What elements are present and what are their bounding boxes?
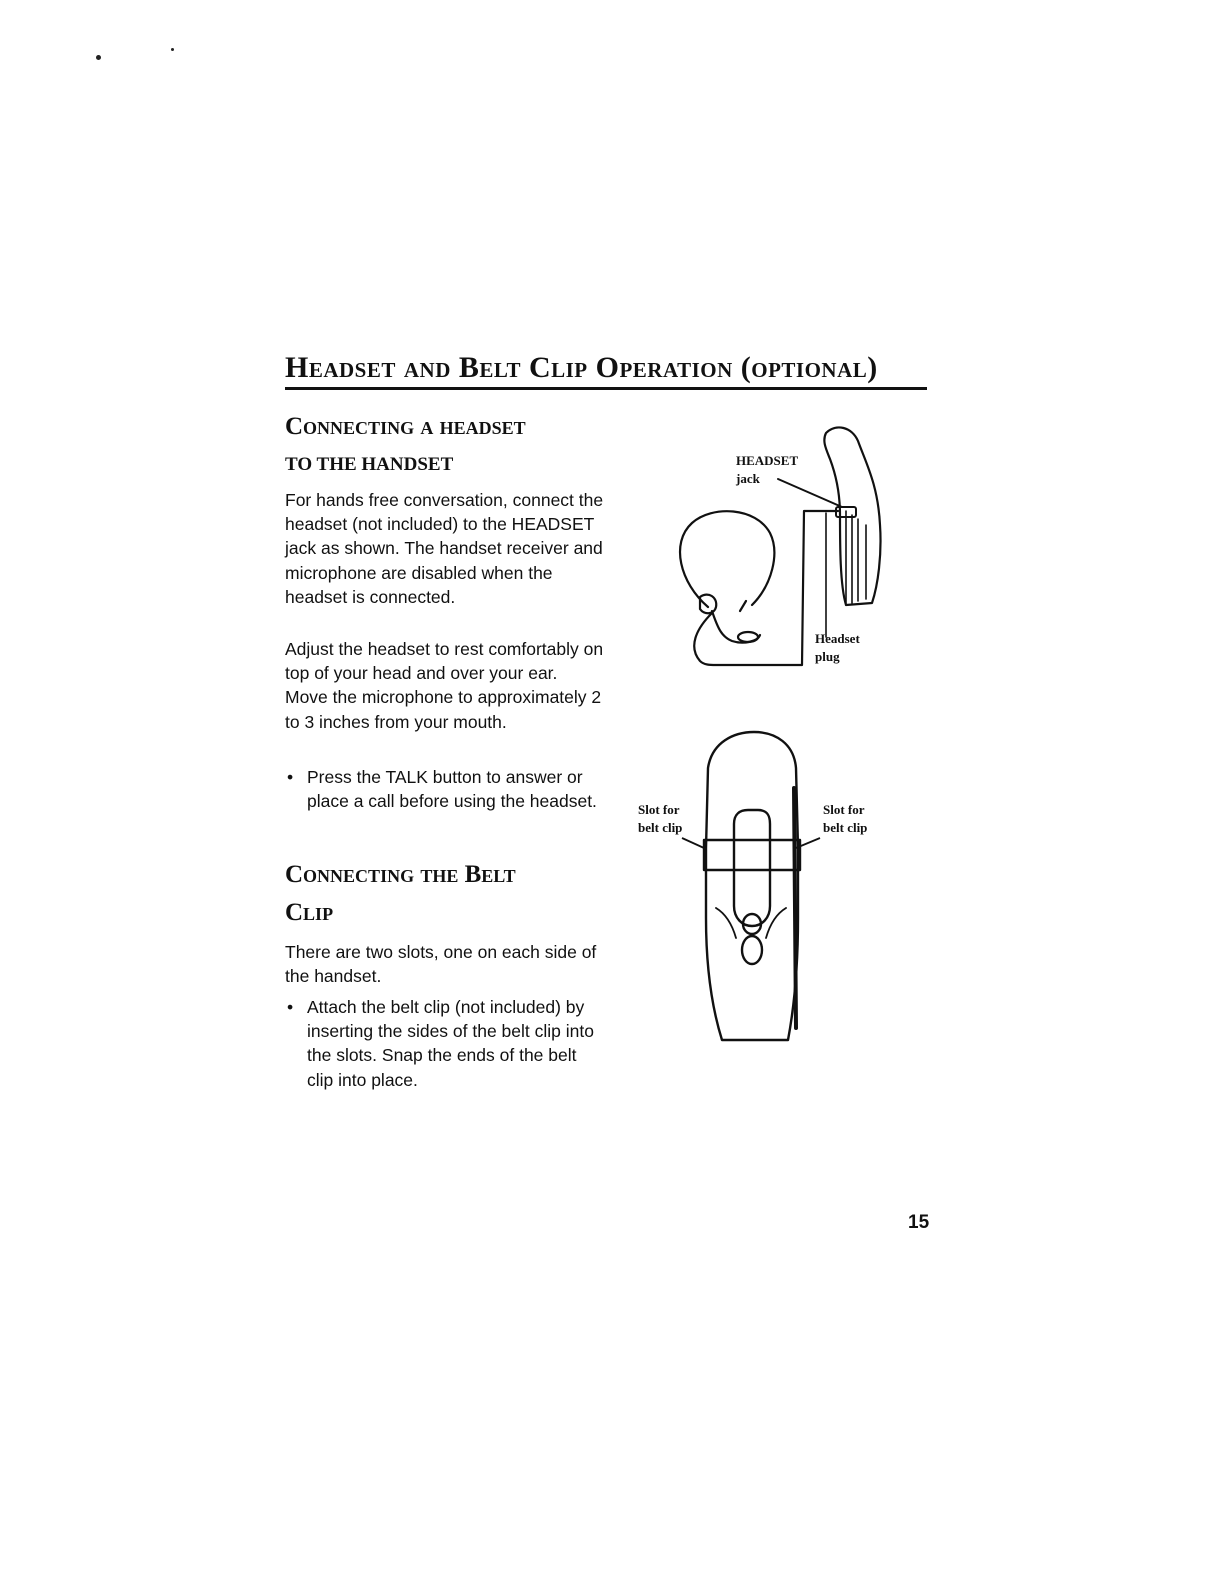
page-title: Headset and Belt Clip Operation (optional) <box>285 351 878 384</box>
bullet-text: Attach the belt clip (not included) by inserting the sides of the belt clip into the slots. Snap the ends of the belt clip into place. <box>307 997 594 1090</box>
label-slot-right-line2: belt clip <box>823 820 868 835</box>
label-headset-jack-line1: HEADSET <box>736 453 799 468</box>
bullet-dot: • <box>287 767 294 787</box>
label-slot-left-line1: Slot for <box>638 802 680 817</box>
paragraph-two-slots: There are two slots, one on each side of the handset. <box>285 942 597 987</box>
headband <box>680 511 774 607</box>
bullet-dot: • <box>287 997 294 1017</box>
handset-outline <box>706 732 798 1040</box>
microphone-boom <box>712 611 760 643</box>
section-heading-belt-clip-line2: Clip <box>285 899 334 926</box>
belt-clip-center <box>734 810 770 926</box>
label-headset-jack-line2: jack <box>736 471 760 486</box>
label-slot-left-line2: belt clip <box>638 820 683 835</box>
scan-speck <box>96 55 101 60</box>
label-headset-plug-line1: Headset <box>815 631 860 646</box>
ear-pad <box>700 595 716 614</box>
page-number: 15 <box>908 1212 930 1233</box>
bullet-talk-button <box>285 765 607 813</box>
paragraph-hands-free: For hands free conversation, connect the headset (not included) to the HEADSET jack as shown. The handset receiver and microphone are disabled when the headset is connected. <box>285 490 604 607</box>
paragraph-adjust-headset: Adjust the headset to rest comfortably on top of your head and over your ear. Move the microphone to approximately 2 to 3 inches from your mouth. <box>285 639 604 732</box>
section-heading-belt-clip-line1: Connecting the Belt <box>285 861 516 888</box>
label-slot-right-line1: Slot for <box>823 802 865 817</box>
bullet-text: Press the TALK button to answer or place a call before using the headset. <box>307 767 597 812</box>
bullet-attach-clip <box>285 995 607 1092</box>
slot-leader-lines <box>670 830 830 860</box>
title-underline <box>285 387 927 390</box>
section-heading-connecting-headset: Connecting a headset <box>285 413 526 440</box>
section-subheading: TO THE HANDSET <box>285 454 454 475</box>
label-headset-plug-line2: plug <box>815 649 840 664</box>
scan-speck <box>171 48 174 51</box>
belt-clip-illustration <box>690 728 820 1048</box>
